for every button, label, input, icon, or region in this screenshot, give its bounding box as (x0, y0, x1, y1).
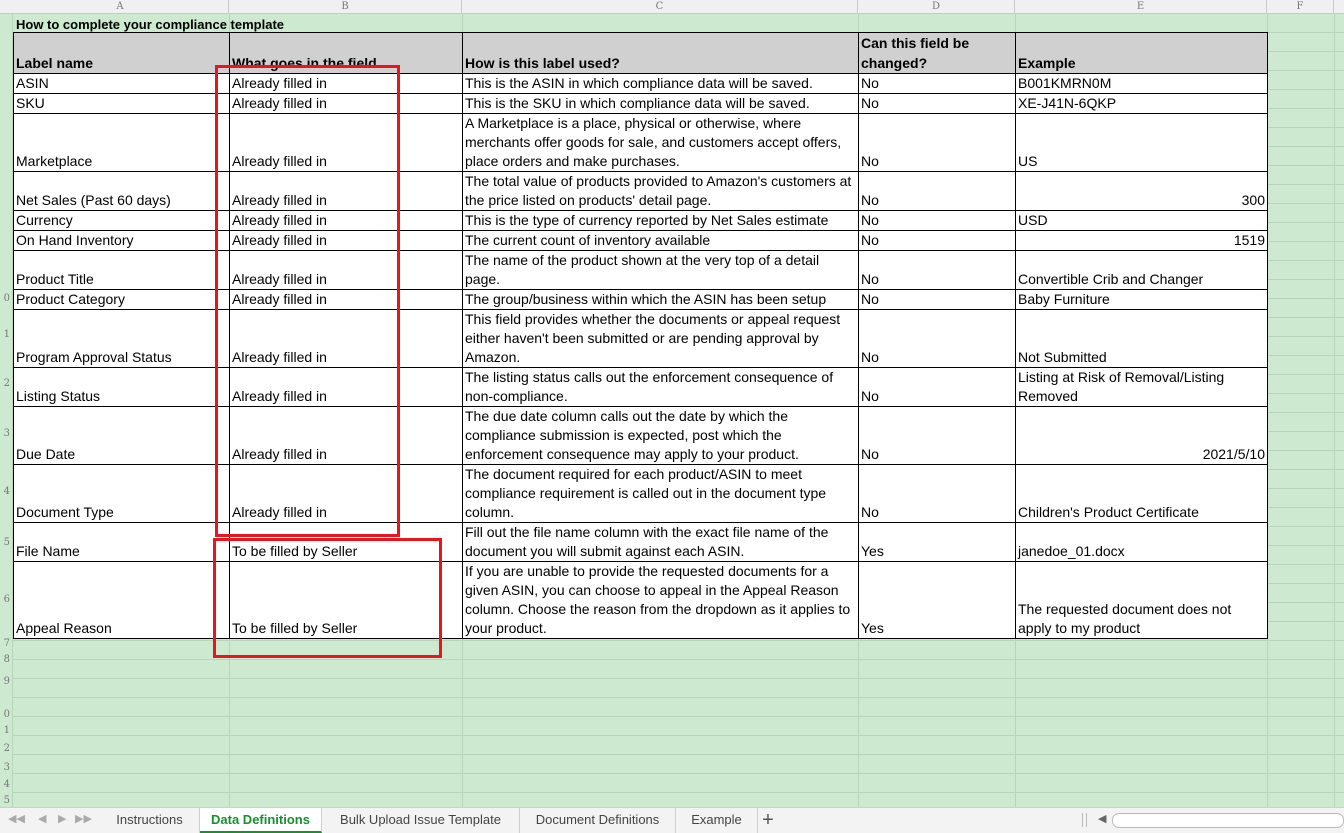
how-used-cell[interactable]: The due date column calls out the date by which the compliance submission is expected, post which the enforcement consequence may apply to your product. (463, 407, 859, 465)
row-number[interactable]: 8 (3, 654, 10, 665)
row-number[interactable]: 3 (3, 762, 10, 773)
row-number[interactable]: 6 (3, 594, 10, 605)
row-number[interactable]: 4 (3, 486, 10, 497)
tab-scroll-prev-icon[interactable]: ◀ (38, 813, 47, 825)
sheet-tab-document-definitions[interactable]: Document Definitions (520, 808, 676, 833)
sheet-title: How to complete your compliance template (16, 17, 284, 32)
label-cell[interactable]: Currency (14, 211, 230, 231)
table-row (14, 94, 1268, 114)
table-row (14, 465, 1268, 523)
what-goes-cell[interactable]: To be filled by Seller (230, 562, 463, 639)
what-goes-cell[interactable]: Already filled in (230, 251, 463, 290)
can-change-cell[interactable]: Yes (859, 523, 1016, 562)
horizontal-scrollbar[interactable] (1112, 813, 1344, 828)
example-cell[interactable]: 300 (1016, 172, 1268, 211)
what-goes-cell[interactable]: To be filled by Seller (230, 523, 463, 562)
can-change-cell[interactable]: No (859, 74, 1016, 94)
how-used-cell[interactable]: This field provides whether the documents or appeal request either haven't been submitted or are pending approval by Amazon. (463, 310, 859, 368)
sheet-tab-bulk-upload-issue-template[interactable]: Bulk Upload Issue Template (322, 808, 520, 833)
row-number[interactable]: 2 (3, 378, 10, 389)
example-cell[interactable]: Baby Furniture (1016, 290, 1268, 310)
column-header-e[interactable]: E (1015, 0, 1267, 13)
header-example[interactable]: Example (1016, 33, 1268, 74)
add-sheet-icon[interactable]: + (762, 809, 774, 831)
table-row (14, 310, 1268, 368)
gridline-horizontal (12, 716, 1344, 717)
table-row (14, 114, 1268, 172)
table-row (14, 74, 1268, 94)
can-change-cell[interactable]: No (859, 465, 1016, 523)
sheet-tab-example[interactable]: Example (676, 808, 758, 833)
label-cell[interactable]: Product Category (14, 290, 230, 310)
how-used-cell[interactable]: This is the ASIN in which compliance data will be saved. (463, 74, 859, 94)
example-cell[interactable]: 2021/5/10 (1016, 407, 1268, 465)
example-cell[interactable]: Not Submitted (1016, 310, 1268, 368)
can-change-cell[interactable]: No (859, 290, 1016, 310)
row-number[interactable]: 7 (3, 638, 10, 649)
label-cell[interactable]: Appeal Reason (14, 562, 230, 639)
hscroll-left-icon[interactable]: ◀ (1098, 813, 1107, 825)
what-goes-cell[interactable]: Already filled in (230, 407, 463, 465)
can-change-cell[interactable]: No (859, 368, 1016, 407)
label-cell[interactable]: Listing Status (14, 368, 230, 407)
gridline-vertical (1334, 13, 1335, 807)
table-row (14, 211, 1268, 231)
example-cell[interactable]: Listing at Risk of Removal/Listing Removed (1016, 368, 1268, 407)
can-change-cell[interactable]: Yes (859, 562, 1016, 639)
how-used-cell[interactable]: Fill out the file name column with the exact file name of the document you will submit against each ASIN. (463, 523, 859, 562)
example-cell[interactable]: US (1016, 114, 1268, 172)
gridline-horizontal (12, 678, 1344, 679)
table-row (14, 251, 1268, 290)
how-used-cell[interactable]: The listing status calls out the enforcement consequence of non-compliance. (463, 368, 859, 407)
table-row (14, 562, 1268, 639)
example-cell[interactable]: Children's Product Certificate (1016, 465, 1268, 523)
example-cell[interactable]: The requested document does not apply to my product (1016, 562, 1268, 639)
can-change-cell[interactable]: No (859, 94, 1016, 114)
what-goes-cell[interactable]: Already filled in (230, 310, 463, 368)
label-cell[interactable]: Net Sales (Past 60 days) (14, 172, 230, 211)
table-row (14, 290, 1268, 310)
row-number[interactable]: 2 (3, 743, 10, 754)
what-goes-cell[interactable]: Already filled in (230, 465, 463, 523)
tab-scroll-last-icon[interactable]: ▶▶ (75, 813, 92, 825)
gridline-horizontal (12, 735, 1344, 736)
row-number[interactable]: 9 (3, 676, 10, 687)
column-header-d[interactable]: D (858, 0, 1015, 13)
how-used-cell[interactable]: This is the type of currency reported by Net Sales estimate (463, 211, 859, 231)
can-change-cell[interactable]: No (859, 172, 1016, 211)
how-used-cell[interactable]: If you are unable to provide the requested documents for a given ASIN, you can choose to appeal in the Appeal Reason column. Choose the reason from the dropdown as it applies to your product. (463, 562, 859, 639)
table-row (14, 523, 1268, 562)
label-cell[interactable]: ASIN (14, 74, 230, 94)
column-header-c[interactable]: C (462, 0, 858, 13)
tab-scroll-first-icon[interactable]: ◀◀ (8, 813, 25, 825)
how-used-cell[interactable]: This is the SKU in which compliance data will be saved. (463, 94, 859, 114)
table-header-row (14, 33, 1268, 74)
can-change-cell[interactable]: No (859, 231, 1016, 251)
row-number[interactable]: 1 (3, 329, 10, 340)
tabbar-divider (1082, 813, 1083, 827)
example-cell[interactable]: Convertible Crib and Changer (1016, 251, 1268, 290)
tabbar-divider (1086, 813, 1087, 827)
what-goes-cell[interactable]: Already filled in (230, 74, 463, 94)
what-goes-cell[interactable]: Already filled in (230, 211, 463, 231)
example-cell[interactable]: 1519 (1016, 231, 1268, 251)
label-cell[interactable]: On Hand Inventory (14, 231, 230, 251)
label-cell[interactable]: SKU (14, 94, 230, 114)
how-used-cell[interactable]: The current count of inventory available (463, 231, 859, 251)
label-cell[interactable]: Due Date (14, 407, 230, 465)
gridline-horizontal (12, 640, 1344, 641)
header-how-used[interactable]: How is this label used? (463, 33, 859, 74)
how-used-cell[interactable]: The total value of products provided to Amazon's customers at the price listed on products' detail page. (463, 172, 859, 211)
how-used-cell[interactable]: The group/business within which the ASIN has been setup (463, 290, 859, 310)
what-goes-cell[interactable]: Already filled in (230, 172, 463, 211)
gridline-horizontal (12, 754, 1344, 755)
example-cell[interactable]: XE-J41N-6QKP (1016, 94, 1268, 114)
label-cell[interactable]: Product Title (14, 251, 230, 290)
can-change-cell[interactable]: No (859, 407, 1016, 465)
can-change-cell[interactable]: No (859, 211, 1016, 231)
row-number[interactable]: 3 (3, 428, 10, 439)
tab-scroll-next-icon[interactable]: ▶ (58, 813, 67, 825)
label-cell[interactable]: Marketplace (14, 114, 230, 172)
can-change-cell[interactable]: No (859, 310, 1016, 368)
definitions-table (13, 32, 1268, 639)
gridline-horizontal (12, 697, 1344, 698)
what-goes-cell[interactable]: Already filled in (230, 368, 463, 407)
label-cell[interactable]: Program Approval Status (14, 310, 230, 368)
what-goes-cell[interactable]: Already filled in (230, 94, 463, 114)
what-goes-cell[interactable]: Already filled in (230, 290, 463, 310)
how-used-cell[interactable]: A Marketplace is a place, physical or otherwise, where merchants offer goods for sale, and customers accept offers, place orders and make purchases. (463, 114, 859, 172)
row-number[interactable]: 4 (3, 779, 10, 790)
what-goes-cell[interactable]: Already filled in (230, 231, 463, 251)
row-number[interactable]: 1 (3, 725, 10, 736)
how-used-cell[interactable]: The name of the product shown at the very top of a detail page. (463, 251, 859, 290)
gridline-horizontal (12, 773, 1344, 774)
gridline-horizontal (12, 659, 1344, 660)
table-row (14, 407, 1268, 465)
sheet-tab-instructions[interactable]: Instructions (100, 808, 200, 833)
column-header-a[interactable]: A (12, 0, 229, 13)
how-used-cell[interactable]: The document required for each product/ASIN to meet compliance requirement is called out in the document type column. (463, 465, 859, 523)
example-cell[interactable]: USD (1016, 211, 1268, 231)
header-what-goes[interactable]: What goes in the field (230, 33, 463, 74)
can-change-cell[interactable]: No (859, 251, 1016, 290)
table-row (14, 368, 1268, 407)
column-header-f[interactable]: F (1267, 0, 1334, 13)
header-can-change[interactable]: Can this field be changed? (859, 33, 1016, 74)
row-number[interactable]: 0 (3, 709, 10, 720)
can-change-cell[interactable]: No (859, 114, 1016, 172)
table-row (14, 231, 1268, 251)
label-cell[interactable]: Document Type (14, 465, 230, 523)
label-cell[interactable]: File Name (14, 523, 230, 562)
what-goes-cell[interactable]: Already filled in (230, 114, 463, 172)
sheet-tab-data-definitions[interactable]: Data Definitions (200, 808, 322, 833)
gridline-horizontal (12, 792, 1344, 793)
example-cell[interactable]: janedoe_01.docx (1016, 523, 1268, 562)
header-label-name[interactable]: Label name (14, 33, 230, 74)
column-header-b[interactable]: B (229, 0, 462, 13)
table-row (14, 172, 1268, 211)
row-number[interactable]: 5 (3, 795, 10, 806)
example-cell[interactable]: B001KMRN0M (1016, 74, 1268, 94)
sheet-tab-bar (0, 807, 1344, 833)
row-number[interactable]: 0 (3, 293, 10, 304)
row-number[interactable]: 5 (3, 537, 10, 548)
column-header-bar (0, 0, 1344, 14)
